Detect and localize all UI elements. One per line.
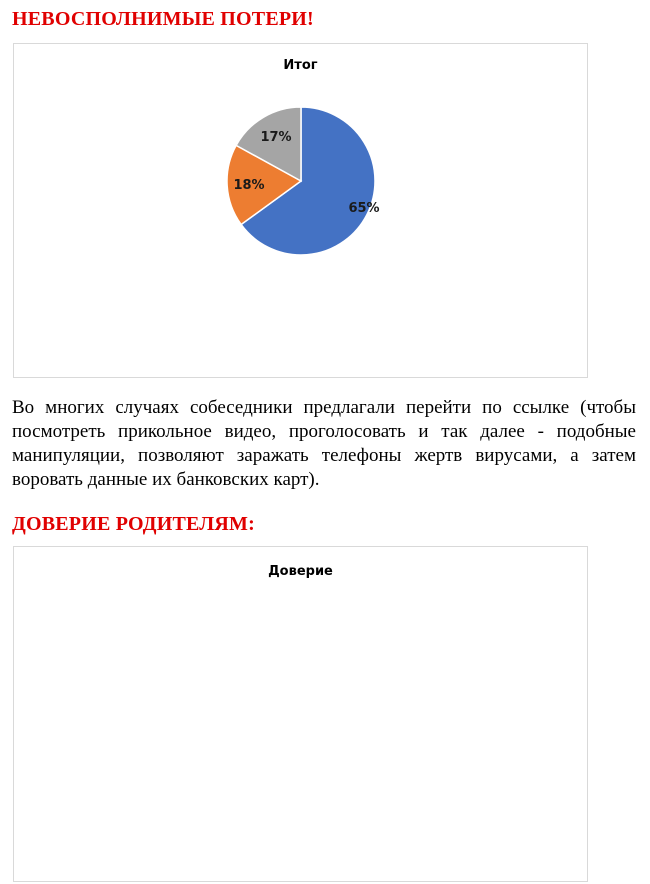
- chart-title: Итог: [283, 58, 318, 73]
- chart-title: Доверие: [268, 564, 333, 579]
- section-heading-trust: ДОВЕРИЕ РОДИТЕЛЯМ:: [12, 513, 255, 535]
- slice-data-label: 65%: [348, 201, 380, 216]
- pie-svg: [14, 547, 589, 883]
- section-heading-losses: НЕВОСПОЛНИМЫЕ ПОТЕРИ!: [12, 8, 314, 30]
- slice-data-label: 17%: [260, 130, 292, 145]
- slice-data-label: 18%: [233, 178, 265, 193]
- body-paragraph: Во многих случаях собеседники предлагали перейти по ссылке (чтобы посмотреть прикольное видео, проголосовать и так далее - подобные манипуляции, позволяют заражать телефоны жертв вирусами, а затем воровать данные их банковских карт).: [12, 397, 636, 490]
- pie-chart-trust: [13, 546, 588, 882]
- pie-chart-losses: [13, 43, 588, 378]
- pie-svg: [14, 44, 589, 379]
